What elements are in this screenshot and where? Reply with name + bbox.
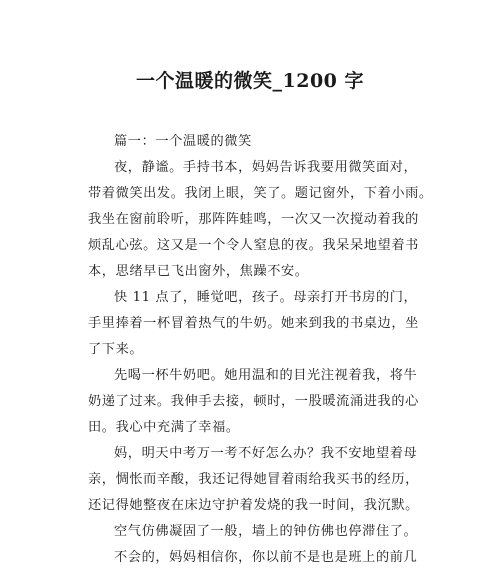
document-title: 一个温暖的微笑_1200 字 bbox=[136, 70, 364, 92]
text-line: 奶递了过来。我伸手去接，顿时，一股暖流涌进我的心 bbox=[88, 394, 419, 409]
text-line: 我坐在窗前聆听，那阵阵蛙鸣，一次又一次搅动着我的 bbox=[88, 212, 419, 227]
text-line: 妈，明天中考万一考不好怎么办？我不安地望着母 bbox=[114, 446, 418, 461]
text-line: 带着微笑出发。我闭上眼，笑了。题记窗外，下着小雨。 bbox=[88, 186, 433, 201]
document-body bbox=[88, 129, 433, 571]
text-line: 还记得她整夜在床边守护着发烧的我一时间，我沉默。 bbox=[88, 498, 419, 513]
text-line: 快 11 点了，睡觉吧，孩子。母亲打开书房的门， bbox=[114, 290, 418, 305]
text-line: 先喝一杯牛奶吧。她用温和的目光注视着我，将牛 bbox=[114, 368, 418, 383]
text-line: 夜，静谧。手持书本，妈妈告诉我要用微笑面对， bbox=[114, 160, 418, 175]
text-line: 不会的，妈妈相信你，你以前不是也是班上的前几 bbox=[114, 550, 418, 565]
text-line: 篇一：一个温暖的微笑 bbox=[114, 134, 252, 149]
text-line: 空气仿佛凝固了一般，墙上的钟仿佛也停滞住了。 bbox=[114, 524, 418, 539]
text-line: 烦乱心弦。这又是一个令人窒息的夜。我呆呆地望着书 bbox=[88, 238, 419, 253]
text-line: 田。我心中充满了幸福。 bbox=[88, 420, 240, 435]
text-line: 本，思绪早已飞出窗外，焦躁不安。 bbox=[88, 264, 309, 279]
text-line: 手里捧着一杯冒着热气的牛奶。她来到我的书桌边，坐 bbox=[88, 316, 419, 331]
text-line: 亲，惆怅而辛酸，我还记得她冒着雨给我买书的经历， bbox=[88, 472, 419, 487]
text-line: 了下来。 bbox=[88, 342, 144, 357]
